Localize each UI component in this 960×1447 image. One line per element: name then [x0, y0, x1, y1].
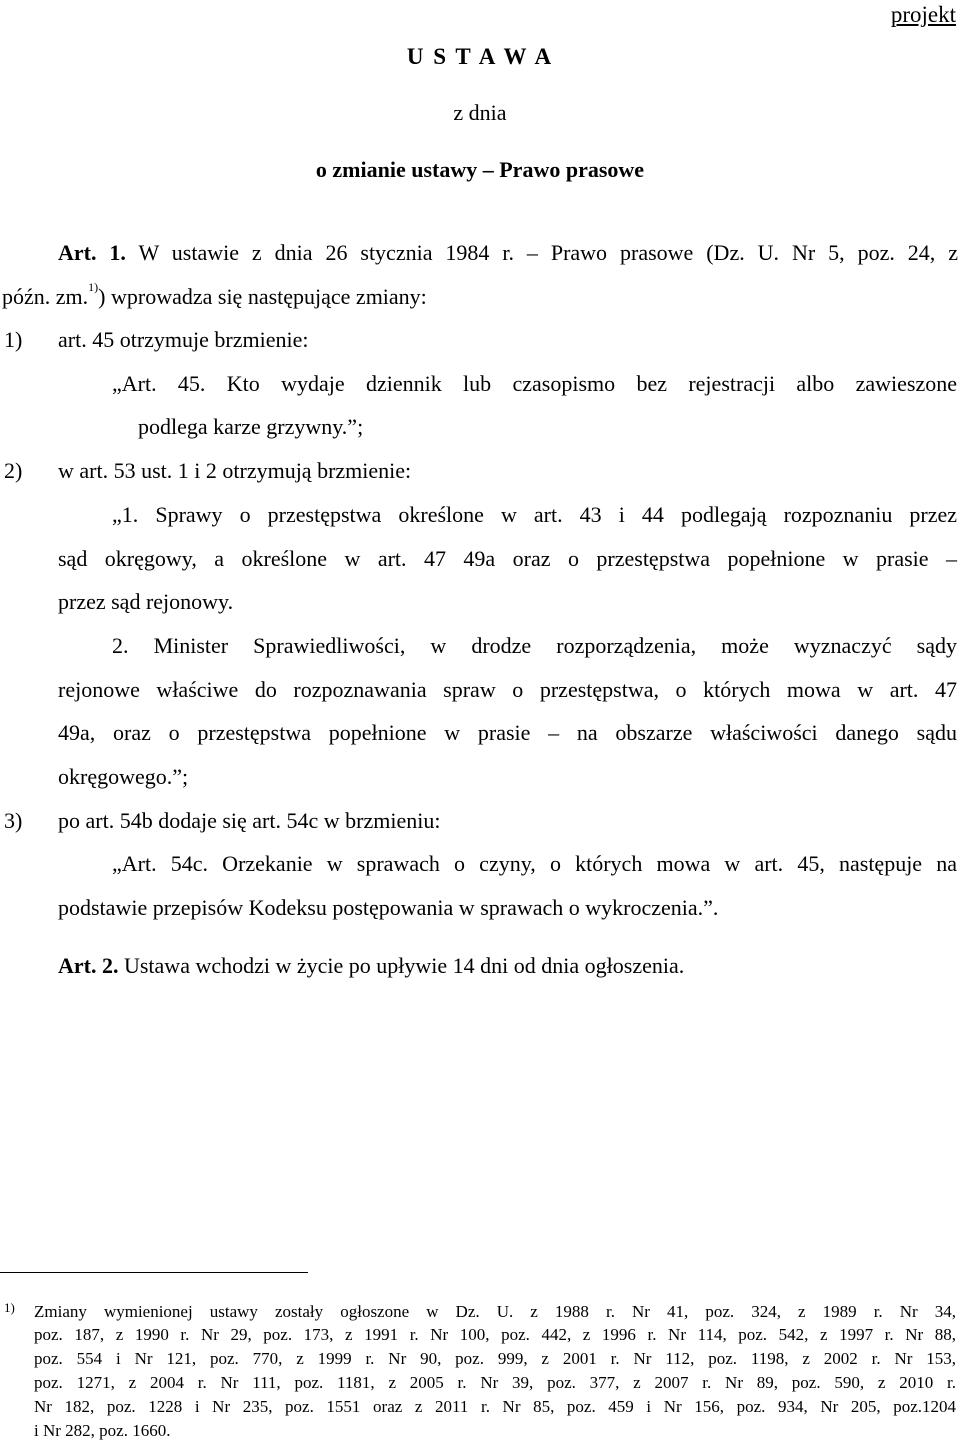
- date-line: z dnia: [453, 100, 507, 125]
- point-1-number: 1): [4, 327, 23, 352]
- footnote-line5: Nr 182, poz. 1228 i Nr 235, poz. 1551 oraz z 2011 r. Nr 85, poz. 459 i Nr 156, poz. 934, Nr 205, poz.1204: [34, 1397, 956, 1416]
- point-1-text: art. 45 otrzymuje brzmienie:: [58, 327, 309, 352]
- art2-paragraph: [58, 953, 684, 979]
- art1-intro-line1: Art. 1. W ustawie z dnia 26 stycznia 1984 r. – Prawo prasowe (Dz. U. Nr 5, poz. 24, z: [58, 240, 958, 265]
- point-2-q2-line3: 49a, oraz o przestępstwa popełnione w prasie – na obszarze właściwości danego sądu: [58, 720, 957, 745]
- art1-intro-line2: późn. zm.$^{1)}$) wprowadza się następujące zmiany:: [2, 280, 427, 309]
- art1-label: Art. 1.: [58, 240, 126, 265]
- point-2-q2-line2: rejonowe właściwe do rozpoznawania spraw o przestępstwa, o których mowa w art. 47: [58, 677, 957, 702]
- act-subject: o zmianie ustawy – Prawo prasowe: [315, 157, 645, 182]
- footnote-ref[interactable]: 1): [88, 280, 99, 294]
- footnote-line3: poz. 554 i Nr 121, poz. 770, z 1999 r. Nr 90, poz. 999, z 2001 r. Nr 112, poz. 1198, z 2002 r. Nr 153,: [34, 1349, 956, 1368]
- point-3-number: 3): [4, 808, 23, 833]
- document-title: U S T A W A: [406, 44, 554, 69]
- footnote-line1: Zmiany wymienionej ustawy zostały ogłoszone w Dz. U. z 1988 r. Nr 41, poz. 324, z 1989 r. Nr 34,: [34, 1302, 956, 1321]
- point-2-q2-line4: okręgowego.”;: [58, 764, 189, 789]
- point-2-q2-line1: 2. Minister Sprawiedliwości, w drodze rozporządzenia, może wyznaczyć sądy: [112, 633, 957, 658]
- point-2-q1-line1: „1. Sprawy o przestępstwa określone w art. 43 i 44 podlegają rozpoznaniu przez: [112, 502, 957, 527]
- point-3-quote-line1: „Art. 54c. Orzekanie w sprawach o czyny, o których mowa w art. 45, następuje na: [112, 851, 957, 876]
- point-2-q1-line2: sąd okręgowy, a określone w art. 47 49a oraz o przestępstwa popełnione w prasie –: [58, 546, 957, 571]
- point-2-number: 2): [4, 458, 23, 483]
- art2-text: Ustawa wchodzi w życie po upływie 14 dni od dnia ogłoszenia.: [123, 953, 685, 978]
- footnote-line2: poz. 187, z 1990 r. Nr 29, poz. 173, z 1991 r. Nr 100, poz. 442, z 1996 r. Nr 114, poz. 542, z 1997 r. Nr 88,: [34, 1325, 956, 1344]
- point-3-text: po art. 54b dodaje się art. 54c w brzmieniu:: [58, 808, 441, 833]
- point-2-text: w art. 53 ust. 1 i 2 otrzymują brzmienie:: [58, 458, 412, 483]
- art2-label: Art. 2.: [58, 953, 119, 978]
- point-1-quote-line2: podlega karze grzywny.”;: [138, 414, 364, 439]
- footnote-marker: 1): [4, 1300, 15, 1315]
- point-2-q1-line3: przez sąd rejonowy.: [58, 589, 234, 614]
- projekt-label: projekt: [890, 2, 956, 27]
- point-1-quote-line1: „Art. 45. Kto wydaje dziennik lub czasopismo bez rejestracji albo zawieszone: [112, 371, 957, 396]
- footnote-separator: [0, 1272, 308, 1273]
- footnote-line6: i Nr 282, poz. 1660.: [34, 1421, 171, 1440]
- footnote-line4: poz. 1271, z 2004 r. Nr 111, poz. 1181, z 2005 r. Nr 39, poz. 377, z 2007 r. Nr 89, poz. 590, z 2010 r.: [34, 1373, 956, 1392]
- point-3-quote-line2: podstawie przepisów Kodeksu postępowania w sprawach o wykroczenia.”.: [58, 895, 719, 920]
